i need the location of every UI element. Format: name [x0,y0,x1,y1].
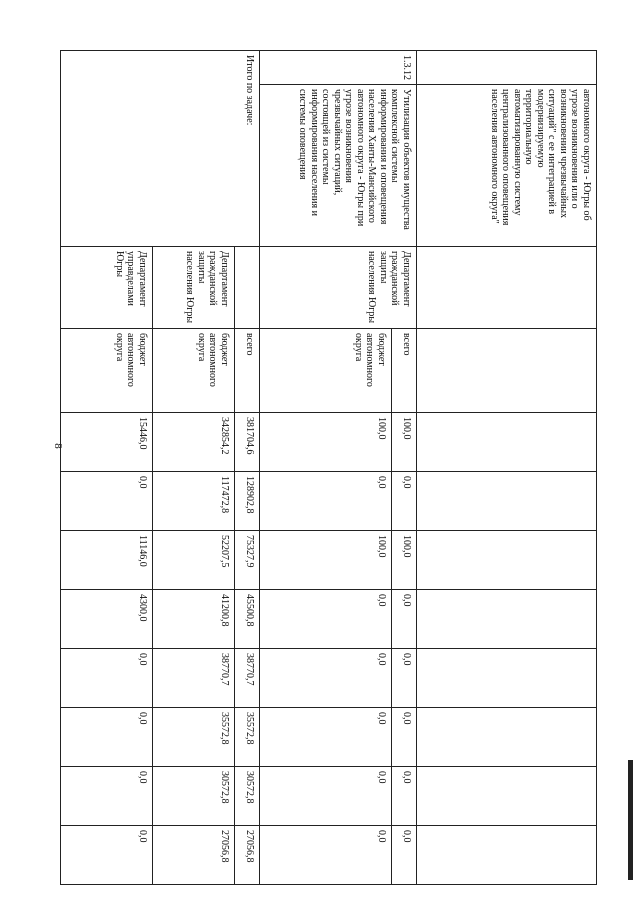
cell-source: бюджет автономного округа [153,329,235,413]
cell-value: 0,0 [61,649,153,708]
cell-value: 100,0 [392,531,417,590]
cell-value: 100,0 [260,413,392,472]
cell-number [417,51,597,85]
budget-table [60,50,597,885]
cell-value: 38770,7 [235,649,260,708]
cell-value: 0,0 [61,708,153,767]
cell-value: 38770,7 [153,649,235,708]
cell-value: 0,0 [260,590,392,649]
table-row-continuation [417,51,597,885]
cell-value: 381704,6 [235,413,260,472]
cell-source: бюджет автономного округа [260,329,392,413]
cell-value [417,708,597,767]
cell-value: 35572,8 [235,708,260,767]
cell-value [417,826,597,885]
cell-value [417,767,597,826]
cell-value: 0,0 [61,767,153,826]
cell-value: 0,0 [392,590,417,649]
cell-value: 0,0 [392,826,417,885]
cell-executor [235,247,260,329]
cell-value: 27056,8 [235,826,260,885]
cell-value: 117472,8 [153,472,235,531]
cell-executor: Департамент гражданской защиты населения Югры [153,247,235,329]
table-row-1312-total [392,51,417,885]
cell-value: 0,0 [392,472,417,531]
cell-source [417,329,597,413]
cell-value [417,531,597,590]
cell-value: 35572,8 [153,708,235,767]
budget-table-rotated [61,50,597,884]
cell-value [417,472,597,531]
page-number: 8 [52,443,64,449]
cell-value: 0,0 [260,708,392,767]
cell-value: 100,0 [392,413,417,472]
cell-number: 1.3.12 [260,51,417,85]
cell-value: 0,0 [61,472,153,531]
cell-value: 0,0 [260,826,392,885]
cell-value: 0,0 [260,472,392,531]
scan-edge-mark [628,760,633,880]
cell-value: 11146,0 [61,531,153,590]
cell-executor [417,247,597,329]
cell-value: 45500,8 [235,590,260,649]
cell-value: 15446,0 [61,413,153,472]
cell-measure-name: автономного округа - Югры об угрозе возникновения или о возникновении чрезвычайных ситуаций" с ее интеграцией в модернизируемую территориальную автоматизированную систему централизованного оповещения населения автономного округа" [417,85,597,247]
cell-value: 27056,8 [153,826,235,885]
cell-value [417,413,597,472]
cell-value [417,649,597,708]
cell-source: всего [235,329,260,413]
cell-value: 4300,0 [61,590,153,649]
cell-measure-name: Утилизация объектов имущества комплексной системы информирования и оповещения населения Ханты-Мансийского автономного округа - Югры при угрозе возникновения чрезвычайных ситуаций, состоящей из системы информирования населения и системы оповещения [260,85,417,247]
cell-value: 0,0 [260,767,392,826]
cell-value: 0,0 [392,708,417,767]
cell-value: 0,0 [392,649,417,708]
cell-source: всего [392,329,417,413]
cell-value: 0,0 [260,649,392,708]
cell-executor: Департамент управделами Югры [61,247,153,329]
cell-value: 41200,8 [153,590,235,649]
cell-value: 128902,8 [235,472,260,531]
cell-value: 30572,8 [153,767,235,826]
cell-total-label: Итого по задаче: [61,51,260,247]
cell-executor: Департамент гражданской защиты населения Югры [260,247,417,329]
table-row-total-all [235,51,260,885]
cell-source: бюджет автономного округа [61,329,153,413]
cell-value: 342854,2 [153,413,235,472]
cell-value [417,590,597,649]
cell-value: 75327,9 [235,531,260,590]
cell-value: 100,0 [260,531,392,590]
cell-value: 52207,5 [153,531,235,590]
cell-value: 0,0 [392,767,417,826]
cell-value: 0,0 [61,826,153,885]
cell-value: 30572,8 [235,767,260,826]
